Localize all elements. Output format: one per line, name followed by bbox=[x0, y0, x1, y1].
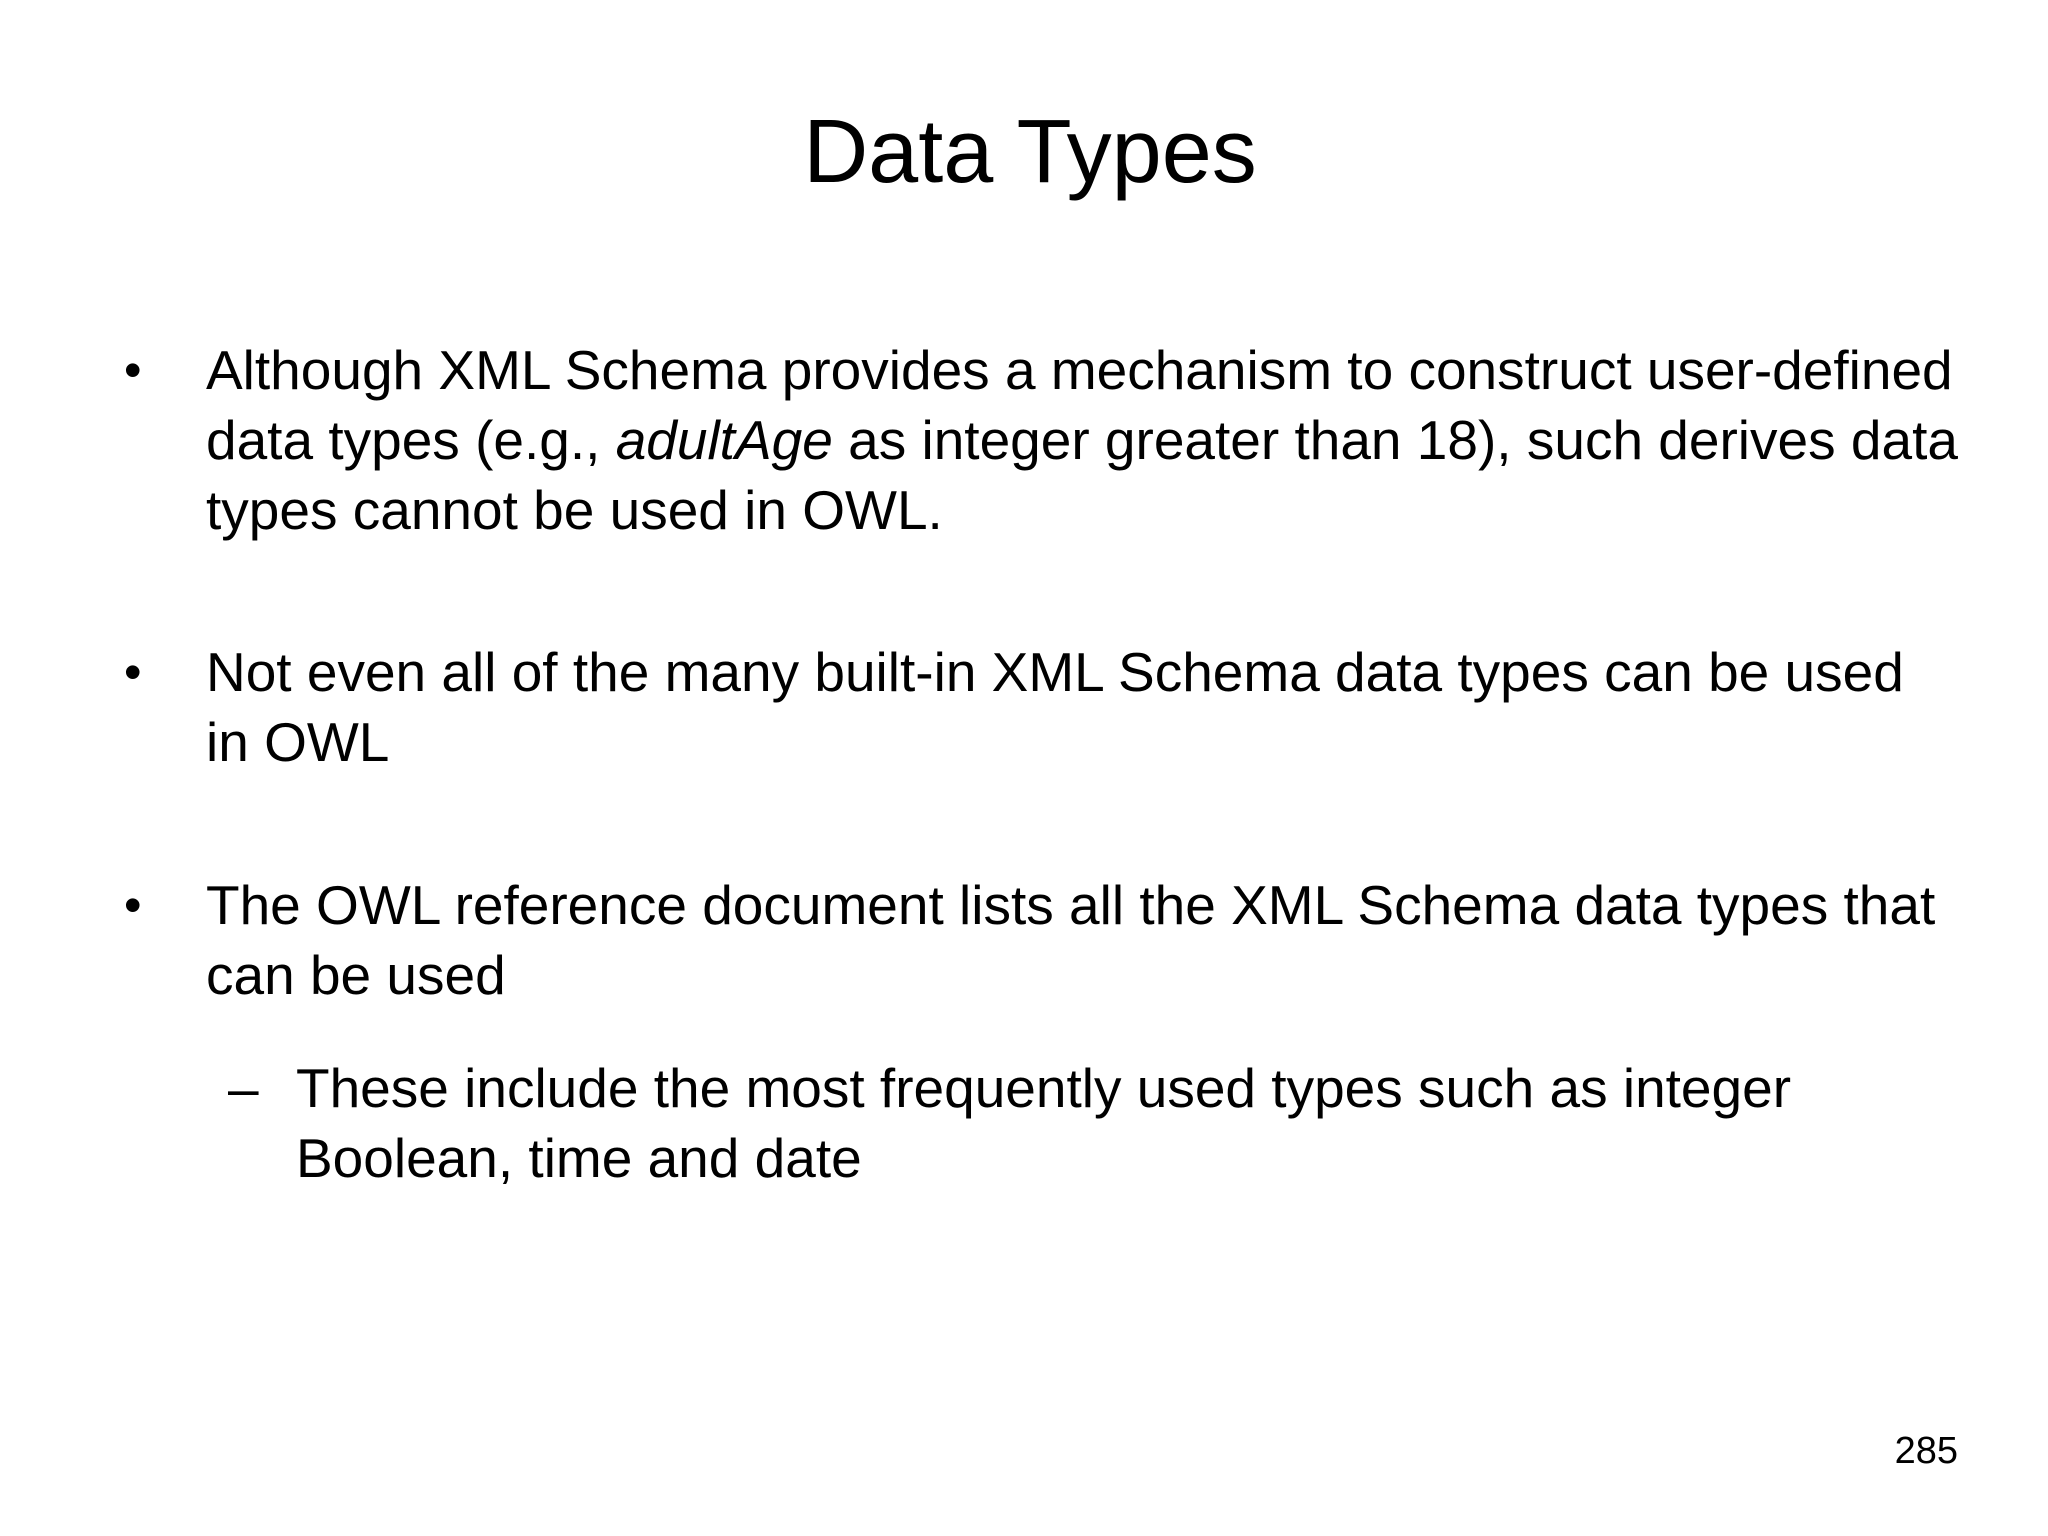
bullet-marker: • bbox=[124, 342, 142, 398]
bullet-text-part: Although XML Schema provides a mechanism to construct user-defined data types (e.g., bbox=[206, 339, 1953, 471]
bullet-text: The OWL reference document lists all the XML Schema data types that can be used bbox=[206, 874, 1936, 1006]
bullet-text: Not even all of the many built-in XML Schema data types can be used in OWL bbox=[206, 641, 1904, 773]
sub-bullet-marker: – bbox=[228, 1057, 259, 1119]
sub-bullet-text: These include the most frequently used types such as integer Boolean, time and date bbox=[296, 1057, 1792, 1189]
italic-term: adultAge bbox=[615, 409, 833, 471]
page-number: 285 bbox=[1894, 1430, 1958, 1472]
bullet-text bbox=[206, 335, 1966, 545]
bullet-text-part: as integer greater than 18), such derives data types cannot be used in OWL. bbox=[206, 409, 1958, 541]
slide-title: Data Types bbox=[803, 102, 1257, 202]
bullet-marker: • bbox=[124, 877, 142, 933]
bullet-marker: • bbox=[124, 644, 142, 700]
